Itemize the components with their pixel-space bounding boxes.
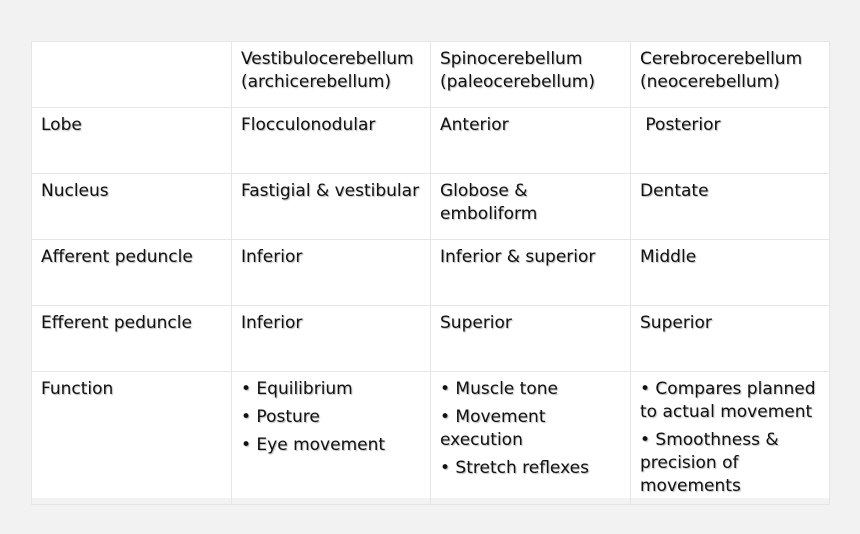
- table-row-afferent-peduncle: [32, 240, 830, 306]
- cell-afferent-vestibulo: Inferior: [232, 240, 431, 306]
- cerebellum-table-container: [31, 41, 829, 498]
- cell-function-cerebro: [631, 372, 830, 505]
- row-label-lobe: Lobe: [32, 108, 232, 174]
- cell-lobe-vestibulo: Flocculonodular: [232, 108, 431, 174]
- bullet-item: • Eye movement: [241, 435, 386, 455]
- header-cell-empty: [32, 42, 232, 108]
- cell-efferent-cerebro: Superior: [631, 306, 830, 372]
- cell-nucleus-vestibulo: Fastigial & vestibular: [232, 174, 431, 240]
- table-row-nucleus: [32, 174, 830, 240]
- cell-lobe-spino: Anterior: [431, 108, 631, 174]
- row-label-nucleus: Nucleus: [32, 174, 232, 240]
- bullet-item: • Equilibrium: [241, 379, 353, 399]
- cell-lobe-cerebro: Posterior: [631, 108, 830, 174]
- header-cell-vestibulocerebellum: Vestibulocerebellum (archicerebellum): [232, 42, 431, 108]
- table-row-lobe: [32, 108, 830, 174]
- cell-efferent-vestibulo: Inferior: [232, 306, 431, 372]
- row-label-afferent-peduncle: Afferent peduncle: [32, 240, 232, 306]
- bullet-item: • Compares planned to actual movement: [640, 379, 816, 422]
- cerebellum-comparison-table: [31, 41, 830, 505]
- table-header-row: [32, 42, 830, 108]
- bullet-item: • Stretch reflexes: [440, 458, 589, 478]
- cell-afferent-spino: Inferior & superior: [431, 240, 631, 306]
- cell-function-spino: [431, 372, 631, 505]
- table-row-efferent-peduncle: [32, 306, 830, 372]
- table-row-function: [32, 372, 830, 505]
- bullet-item: • Posture: [241, 407, 320, 427]
- cell-nucleus-spino: Globose & emboliform: [431, 174, 631, 240]
- row-label-function: Function: [32, 372, 232, 505]
- bullet-item: • Muscle tone: [440, 379, 558, 399]
- row-label-efferent-peduncle: Efferent peduncle: [32, 306, 232, 372]
- cell-nucleus-cerebro: Dentate: [631, 174, 830, 240]
- cell-efferent-spino: Superior: [431, 306, 631, 372]
- header-cell-cerebrocerebellum: Cerebrocerebellum (neocerebellum): [631, 42, 830, 108]
- header-cell-spinocerebellum: Spinocerebellum (paleocerebellum): [431, 42, 631, 108]
- cell-afferent-cerebro: Middle: [631, 240, 830, 306]
- bullet-item: • Smoothness & precision of movements: [640, 430, 779, 496]
- bullet-item: • Movement execution: [440, 407, 546, 450]
- cell-function-vestibulo: [232, 372, 431, 505]
